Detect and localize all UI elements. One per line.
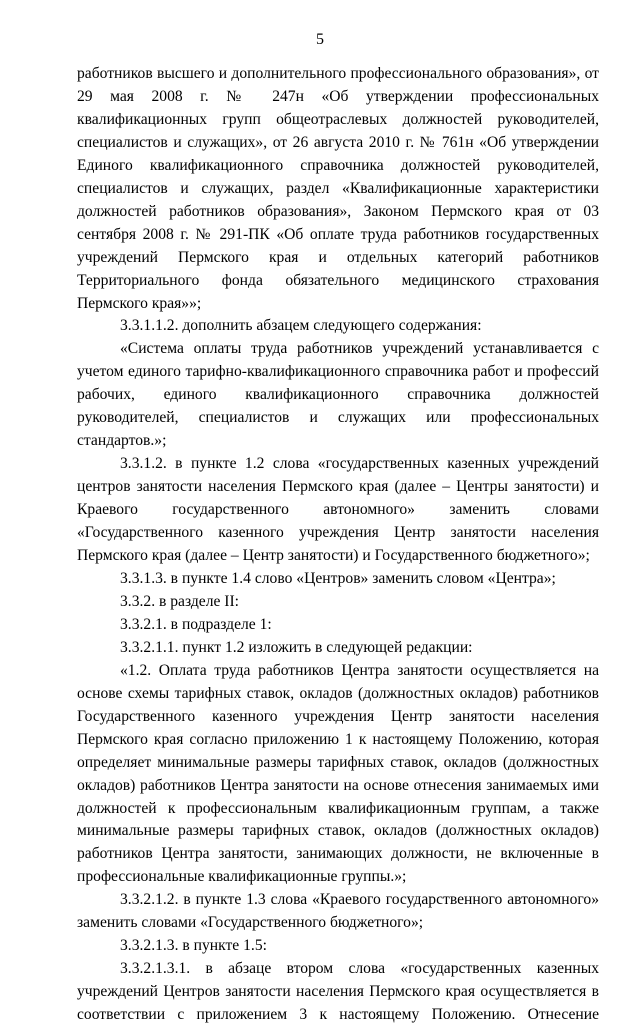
paragraph-3-3-2: 3.3.2. в разделе II: (120, 592, 240, 610)
paragraph-continuation: работников высшего и дополнительного профессионального образования», от 29 мая 2008 г. № 247н «Об утверждении профессиональных квалификационных групп общеотраслевых должностей руководителей, специалистов и служащих», от 26 августа 2010 г. № 761н «Об утверждении Единого квалификационного справочника должностей руководителей, специалистов и служащих, раздел «Квалификационные характеристики должностей работников образования», Законом Пермского края от 03 сентября 2008 г. № 291-ПК «Об оплате труда работников государственных учреждений Пермского края и отдельных категорий работников Территориального фонда обязательного медицинского страхования Пермского края»»; (77, 65, 599, 312)
paragraph-3-3-1-3: 3.3.1.3. в пункте 1.4 слово «Центров» заменить словом «Центра»; (120, 569, 556, 587)
page-number: 5 (316, 31, 324, 48)
paragraph-quoted-system: «Система оплаты труда работников учреждений устанавливается с учетом единого тарифно-квалификационного справочника работ и профессий рабочих, единого квалификационного справочника должностей руководителей, специалистов и служащих или профессиональных стандартов.»; (77, 340, 599, 450)
paragraph-3-3-1-2: 3.3.1.2. в пункте 1.2 слова «государственных казенных учреждений центров занятости населения Пермского края (далее – Центры занятости) и Краевого государственного автономного» заменить словами «Государственного казенного учреждения Центр занятости населения Пермского края (далее – Центр занятости) и Государственного бюджетного»; (77, 455, 599, 565)
paragraph-3-3-2-1-3: 3.3.2.1.3. в пункте 1.5: (120, 937, 267, 955)
paragraph-3-3-2-1: 3.3.2.1. в подразделе 1: (120, 615, 272, 633)
document-body (77, 63, 599, 1027)
paragraph-3-3-1-1-2: 3.3.1.1.2. дополнить абзацем следующего содержания: (120, 317, 482, 335)
paragraph-3-3-2-1-1: 3.3.2.1.1. пункт 1.2 изложить в следующей редакции: (120, 638, 473, 656)
paragraph-quoted-1-2: «1.2. Оплата труда работников Центра занятости осуществляется на основе схемы тарифных ставок, окладов (должностных окладов) работников Государственного казенного учреждения Центр занятости населения Пермского края согласно приложению 1 к настоящему Положению, которая определяет минимальные размеры тарифных ставок, окладов (должностных окладов) работников Центра занятости на основе отнесения занимаемых ими должностей к профессиональным квалификационным группам, а также минимальные размеры тарифных ставок, окладов (должностных окладов) работников Центра занятости, занимающих должности, не включенные в профессиональные квалификационные группы.»; (77, 661, 599, 886)
paragraph-3-3-2-1-3-1: 3.3.2.1.3.1. в абзаце втором слова «государственных казенных учреждений Центров занятости населения Пермского края осуществляется в соответствии с приложением 3 к настоящему Положению. Отнесение (77, 960, 599, 1024)
paragraph-3-3-2-1-2: 3.3.2.1.2. в пункте 1.3 слова «Краевого государственного автономного» заменить словами «Государственного бюджетного»; (77, 891, 599, 932)
